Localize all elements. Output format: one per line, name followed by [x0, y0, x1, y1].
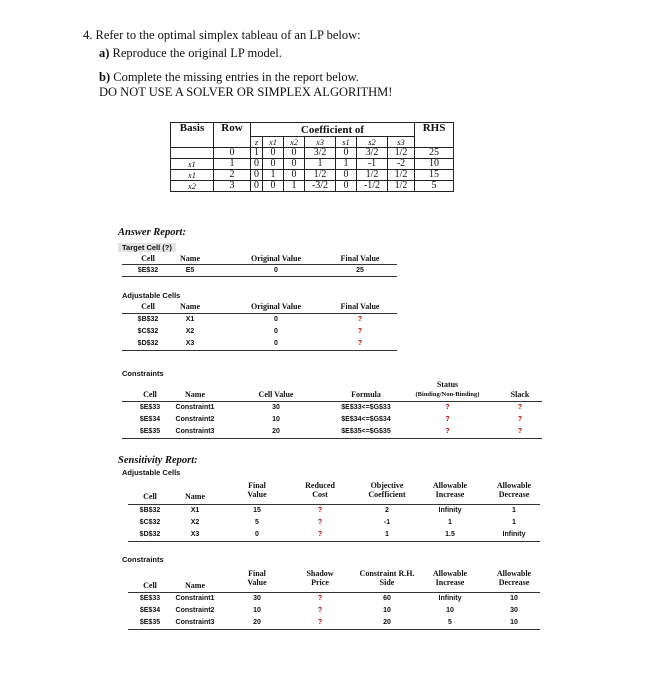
sens-adjustable-label: Adjustable Cells	[122, 468, 181, 477]
tableau-row	[171, 159, 454, 170]
table-cell: $E$35	[139, 619, 161, 626]
table-cell: 0	[274, 340, 278, 347]
col-allowable-decrease: Allowable Decrease	[496, 481, 532, 499]
col-allowable-decrease: Allowable Decrease	[496, 569, 532, 587]
table-cell: $E$34	[139, 416, 161, 423]
rhs-cell: 10	[415, 159, 454, 170]
var-s3: s3	[388, 137, 415, 148]
divider	[122, 438, 542, 439]
question-block	[83, 26, 623, 98]
basis-cell: x2	[171, 181, 214, 192]
var-z: z	[251, 137, 263, 148]
col-allowable-increase: Allowable Increase	[432, 569, 468, 587]
coef-cell: 1/2	[357, 170, 388, 181]
divider	[122, 276, 397, 277]
table-cell: $E$33<=$G$33	[341, 404, 391, 411]
header-row: Row	[214, 123, 251, 148]
col-final-value: Final Value	[340, 254, 380, 263]
coef-cell: 1/2	[388, 170, 415, 181]
col-status: Status	[436, 380, 459, 389]
tableau-row	[171, 181, 454, 192]
coef-cell: 0	[336, 148, 357, 159]
table-cell: Constraint1	[175, 595, 215, 602]
col-original-value: Original Value	[250, 302, 301, 311]
missing-entry: ?	[317, 607, 323, 614]
question-number: 4.	[83, 28, 93, 42]
table-cell: $E$35	[139, 428, 161, 435]
table-cell: Constraint3	[175, 619, 215, 626]
col-cell-value: Cell Value	[258, 390, 294, 399]
part-b-text: Complete the missing entries in the report below.	[113, 70, 359, 84]
missing-entry: ?	[317, 507, 323, 514]
table-cell: X2	[185, 328, 195, 335]
missing-entry: ?	[445, 404, 450, 411]
divider	[128, 592, 540, 593]
target-original-value: 0	[274, 267, 278, 274]
col-name: Name	[185, 390, 205, 399]
sensitivity-report-title: Sensitivity Report:	[118, 455, 198, 466]
basis-cell: x1	[171, 170, 214, 181]
table-cell: 1	[512, 507, 516, 514]
divider	[122, 264, 397, 265]
coef-cell: 1/2	[305, 170, 336, 181]
divider	[122, 350, 397, 351]
rhs-cell: 25	[415, 148, 454, 159]
basis-cell: s1	[171, 159, 214, 170]
table-cell: 0	[255, 531, 259, 538]
question-intro-text: Refer to the optimal simplex tableau of an LP below:	[95, 28, 361, 42]
table-cell: -1	[383, 519, 391, 526]
divider	[128, 541, 540, 542]
missing-entry: ?	[357, 340, 363, 347]
col-name: Name	[185, 492, 205, 501]
row-cell: 2	[214, 170, 251, 181]
coef-cell: 3/2	[305, 148, 336, 159]
table-cell: $E$33	[139, 595, 161, 602]
var-s1: s1	[336, 137, 357, 148]
table-cell: $D$32	[139, 531, 161, 538]
table-cell: 10	[272, 416, 280, 423]
adjustable-cells-label: Adjustable Cells	[122, 291, 181, 300]
header-basis: Basis	[171, 123, 214, 148]
part-b	[83, 68, 623, 86]
coef-cell: -2	[388, 159, 415, 170]
col-cell: Cell	[143, 492, 157, 501]
coef-cell: 0	[336, 181, 357, 192]
table-cell: 1	[385, 531, 389, 538]
col-cell: Cell	[141, 254, 155, 263]
var-s2: s2	[357, 137, 388, 148]
table-cell: $D$32	[137, 340, 159, 347]
warning-text: DO NOT USE A SOLVER OR SIMPLEX ALGORITHM!	[99, 85, 393, 99]
table-cell: 30	[272, 404, 280, 411]
constraints-label: Constraints	[122, 369, 164, 378]
table-cell: 10	[253, 607, 261, 614]
table-cell: X2	[190, 519, 200, 526]
table-cell: Constraint2	[175, 416, 215, 423]
table-cell: 1	[512, 519, 516, 526]
target-final-value: 25	[356, 267, 364, 274]
target-cell-name: E5	[185, 267, 195, 274]
row-cell: 3	[214, 181, 251, 192]
col-reduced-cost: Reduced Cost	[305, 481, 335, 499]
table-cell: X3	[185, 340, 195, 347]
basis-cell	[171, 148, 214, 159]
missing-entry: ?	[317, 519, 323, 526]
header-rhs: RHS	[415, 123, 454, 148]
row-cell: 0	[214, 148, 251, 159]
tableau-row	[171, 170, 454, 181]
table-cell: Constraint2	[175, 607, 215, 614]
col-constraint-rhs: Constraint R.H. Side	[359, 569, 415, 587]
col-slack: Slack	[510, 390, 530, 399]
coef-cell: 1	[305, 159, 336, 170]
missing-entry: ?	[517, 428, 523, 435]
target-cell-label: Target Cell (?)	[118, 243, 176, 252]
table-cell: $B$32	[139, 507, 161, 514]
coef-cell: 1/2	[388, 148, 415, 159]
part-a	[83, 44, 623, 62]
table-cell: 10	[446, 607, 454, 614]
col-name: Name	[185, 581, 205, 590]
coef-cell: 3/2	[357, 148, 388, 159]
table-cell: 10	[510, 619, 518, 626]
missing-entry: ?	[445, 416, 450, 423]
divider	[122, 313, 397, 314]
row-cell: 1	[214, 159, 251, 170]
table-cell: $B$32	[137, 316, 159, 323]
coef-cell: 1/2	[388, 181, 415, 192]
coef-cell: 0	[251, 159, 263, 170]
divider	[128, 629, 540, 630]
coef-cell: 1	[336, 159, 357, 170]
table-cell: 10	[510, 595, 518, 602]
table-cell: 20	[383, 619, 391, 626]
coef-cell: 1	[251, 148, 263, 159]
col-name: Name	[180, 302, 200, 311]
coef-cell: -1	[357, 159, 388, 170]
col-cell: Cell	[143, 390, 157, 399]
coef-cell: 0	[251, 170, 263, 181]
coef-cell: -1/2	[357, 181, 388, 192]
coef-cell: 0	[284, 159, 305, 170]
coef-cell: 0	[263, 181, 284, 192]
col-objective-coefficient: Objective Coefficient	[368, 481, 406, 499]
table-cell: Infinity	[502, 531, 526, 538]
table-cell: $C$32	[137, 328, 159, 335]
divider	[122, 401, 542, 402]
table-cell: X1	[190, 507, 200, 514]
coef-cell: -3/2	[305, 181, 336, 192]
header-coefficient: Coefficient of	[251, 123, 415, 137]
table-cell: $E$35<=$G$35	[341, 428, 391, 435]
missing-entry: ?	[317, 531, 323, 538]
table-cell: 1	[448, 519, 452, 526]
table-cell: Infinity	[438, 507, 462, 514]
answer-report-title: Answer Report:	[118, 227, 186, 238]
col-cell: Cell	[141, 302, 155, 311]
var-x1: x1	[263, 137, 284, 148]
col-allowable-increase: Allowable Increase	[432, 481, 468, 499]
col-formula: Formula	[351, 390, 381, 399]
divider	[128, 504, 540, 505]
coef-cell: 0	[263, 148, 284, 159]
table-cell: 0	[274, 316, 278, 323]
col-name: Name	[180, 254, 200, 263]
missing-entry: ?	[317, 595, 323, 602]
table-cell: 20	[253, 619, 261, 626]
table-cell: 0	[274, 328, 278, 335]
table-cell: 10	[383, 607, 391, 614]
rhs-cell: 15	[415, 170, 454, 181]
rhs-cell: 5	[415, 181, 454, 192]
simplex-tableau	[170, 122, 454, 192]
table-cell: Constraint1	[175, 404, 215, 411]
table-cell: 20	[272, 428, 280, 435]
table-cell: $E$34	[139, 607, 161, 614]
part-a-label: a)	[99, 46, 110, 60]
table-cell: 5	[255, 519, 259, 526]
missing-entry: ?	[445, 428, 450, 435]
coef-cell: 0	[336, 170, 357, 181]
part-a-text: Reproduce the original LP model.	[112, 46, 282, 60]
table-cell: 2	[385, 507, 389, 514]
coef-cell: 0	[284, 148, 305, 159]
table-cell: 30	[253, 595, 261, 602]
coef-cell: 0	[251, 181, 263, 192]
col-final-value: Final Value	[340, 302, 380, 311]
table-cell: 60	[383, 595, 391, 602]
coef-cell: 1	[263, 170, 284, 181]
missing-entry: ?	[517, 404, 523, 411]
table-cell: 30	[510, 607, 518, 614]
missing-entry: ?	[317, 619, 323, 626]
table-cell: $E$33	[139, 404, 161, 411]
tableau-row	[171, 148, 454, 159]
table-cell: Constraint3	[175, 428, 215, 435]
missing-entry: ?	[357, 316, 363, 323]
missing-entry: ?	[517, 416, 523, 423]
coef-cell: 0	[263, 159, 284, 170]
missing-entry: ?	[357, 328, 363, 335]
table-cell: $C$32	[139, 519, 161, 526]
coef-cell: 1	[284, 181, 305, 192]
col-final-value: Final Value	[247, 569, 267, 587]
col-status-sub: (Binding/Non-Binding)	[415, 391, 480, 398]
table-cell: $E$34<=$G$34	[341, 416, 391, 423]
col-cell: Cell	[143, 581, 157, 590]
col-final-value: Final Value	[247, 481, 267, 499]
table-cell: X3	[190, 531, 200, 538]
table-cell: X1	[185, 316, 195, 323]
coef-cell: 0	[284, 170, 305, 181]
col-shadow-price: Shadow Price	[306, 569, 334, 587]
target-cell-ref: $E$32	[137, 267, 159, 274]
table-cell: Infinity	[438, 595, 462, 602]
var-x2: x2	[284, 137, 305, 148]
col-original-value: Original Value	[250, 254, 301, 263]
var-x3: x3	[305, 137, 336, 148]
table-cell: 15	[253, 507, 261, 514]
table-cell: 1.5	[445, 531, 455, 538]
table-cell: 5	[448, 619, 452, 626]
part-b-label: b)	[99, 70, 111, 84]
question-intro	[83, 26, 623, 44]
sens-constraints-label: Constraints	[122, 555, 164, 564]
